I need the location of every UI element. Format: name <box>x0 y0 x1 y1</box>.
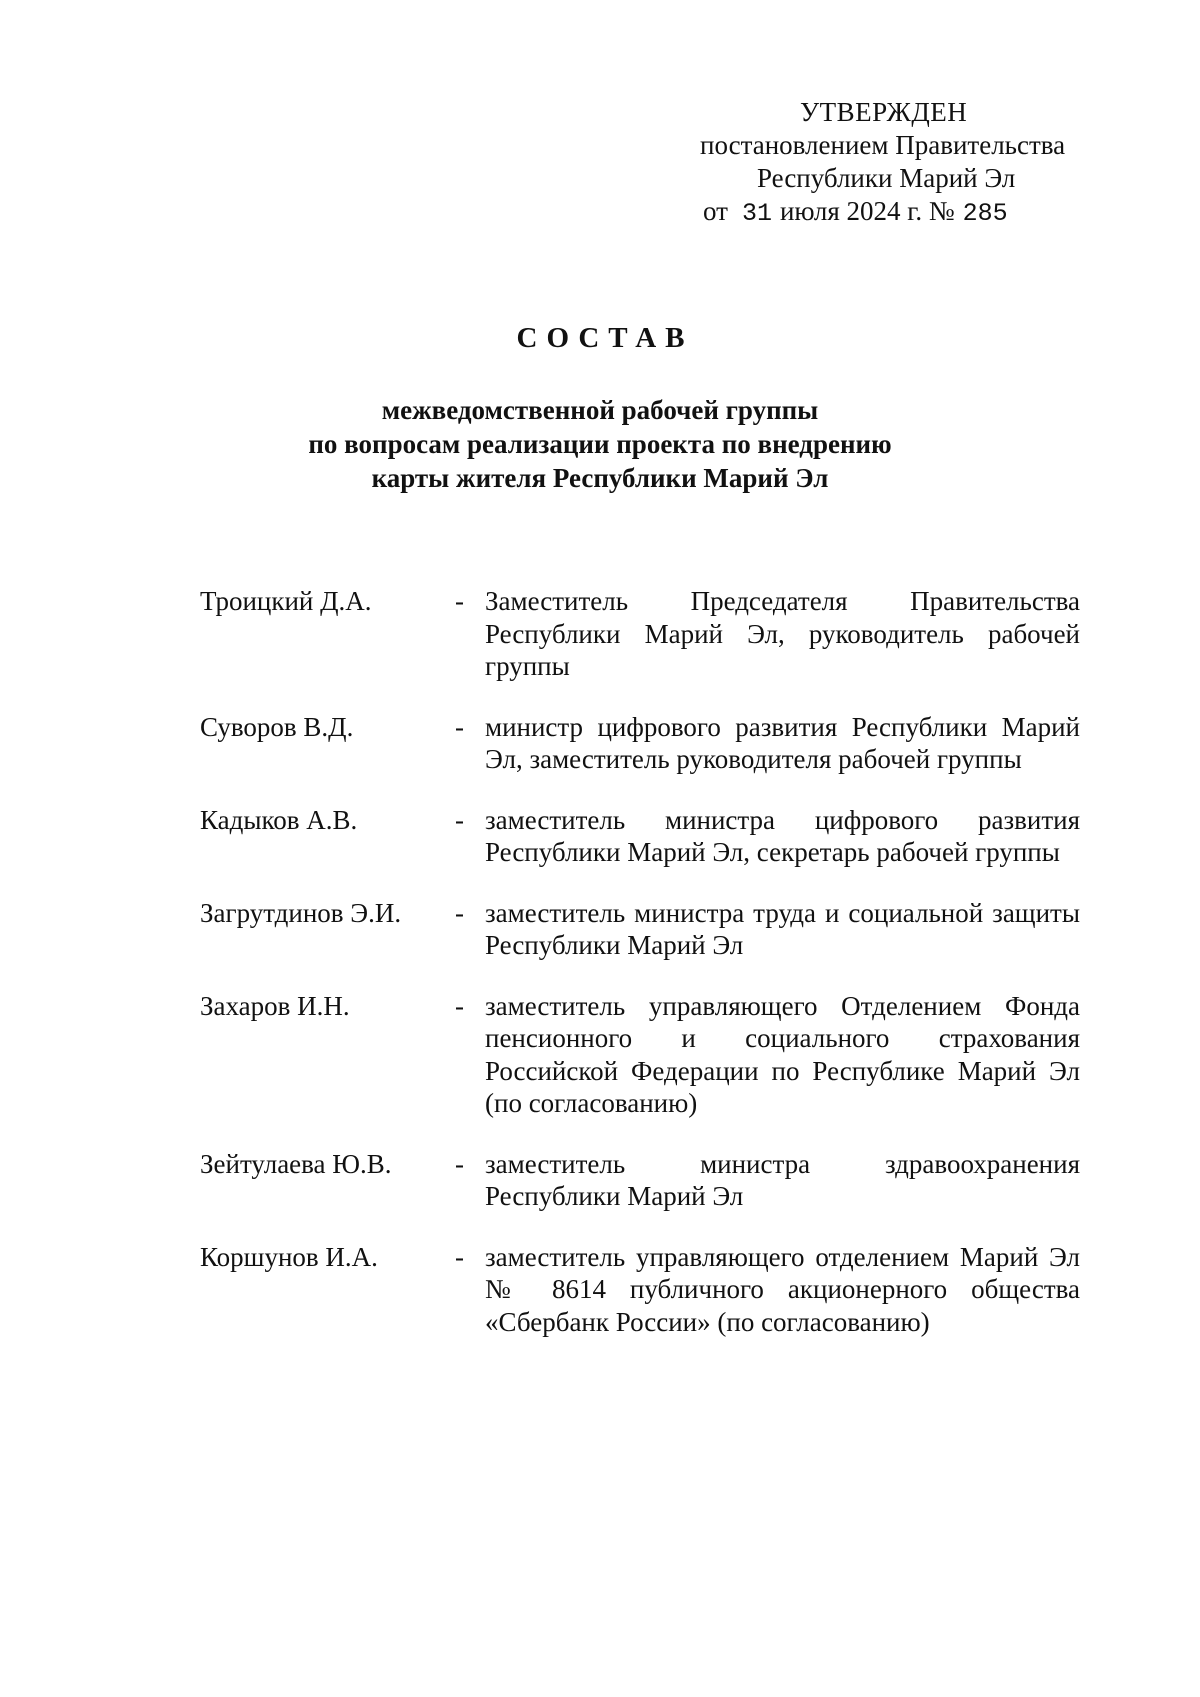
member-dash: - <box>455 1241 464 1272</box>
member-name: Троицкий Д.А. <box>200 586 372 616</box>
approval-month-year: июля 2024 г. <box>779 196 923 226</box>
member-name: Загрутдинов Э.И. <box>200 897 402 928</box>
member-entry <box>200 897 1080 962</box>
approval-heading: УТВЕРЖДЕН <box>800 97 968 127</box>
member-role: заместитель министра цифрового развития Республики Марий Эл, секретарь рабочей группы <box>485 804 1080 867</box>
document-subtitle <box>0 393 1200 495</box>
member-role: заместитель управляющего отделением Марий Эл № 8614 публичного акционерного общества «Сбербанк России» (по согласованию) <box>485 1241 1080 1337</box>
member-entry <box>200 804 1080 869</box>
member-name: Суворов В.Д. <box>200 711 354 742</box>
member-role: министр цифрового развития Республики Марий Эл, заместитель руководителя рабочей группы <box>485 711 1080 774</box>
approval-number: 285 <box>962 199 1008 228</box>
subtitle-line-1: межведомственной рабочей группы <box>381 395 819 425</box>
member-dash: - <box>455 897 464 928</box>
member-name: Захаров И.Н. <box>200 990 350 1021</box>
member-entry <box>200 711 1080 776</box>
approval-line-decree: постановлением Правительства <box>700 130 1066 160</box>
subtitle-line-2: по вопросам реализации проекта по внедрению <box>308 429 892 459</box>
member-dash: - <box>455 990 464 1021</box>
member-name: Зейтулаева Ю.В. <box>200 1148 392 1179</box>
member-entry <box>200 990 1080 1120</box>
member-dash: - <box>455 1148 464 1179</box>
approval-number-sign: № <box>928 196 955 226</box>
member-role: Заместитель Председателя Правительства Республики Марий Эл, руководитель рабочей группы <box>485 586 1080 681</box>
member-role: заместитель министра здравоохранения Республики Марий Эл <box>485 1148 1080 1211</box>
subtitle-line-3: карты жителя Республики Марий Эл <box>371 463 829 493</box>
approval-day: 31 <box>741 199 772 228</box>
approval-from-label: от <box>703 196 728 226</box>
member-dash: - <box>455 586 464 616</box>
member-dash: - <box>455 711 464 742</box>
approval-line-republic: Республики Марий Эл <box>757 163 1016 193</box>
approval-date-line <box>700 195 1120 230</box>
member-entry <box>200 585 1080 683</box>
member-dash: - <box>455 804 464 835</box>
member-entry <box>200 1148 1080 1213</box>
member-role: заместитель управляющего Отделением Фонда пенсионного и социального страхования Российской Федерации по Республике Марий Эл (по согласованию) <box>485 990 1080 1118</box>
document-title: СОСТАВ <box>516 322 694 354</box>
member-entry <box>200 1241 1080 1339</box>
members-list <box>200 585 1080 1338</box>
approval-stamp <box>700 96 1120 230</box>
member-name: Кадыков А.В. <box>200 804 358 835</box>
member-role: заместитель министра труда и социальной защиты Республики Марий Эл <box>485 897 1080 960</box>
member-name: Коршунов И.А. <box>200 1241 378 1272</box>
